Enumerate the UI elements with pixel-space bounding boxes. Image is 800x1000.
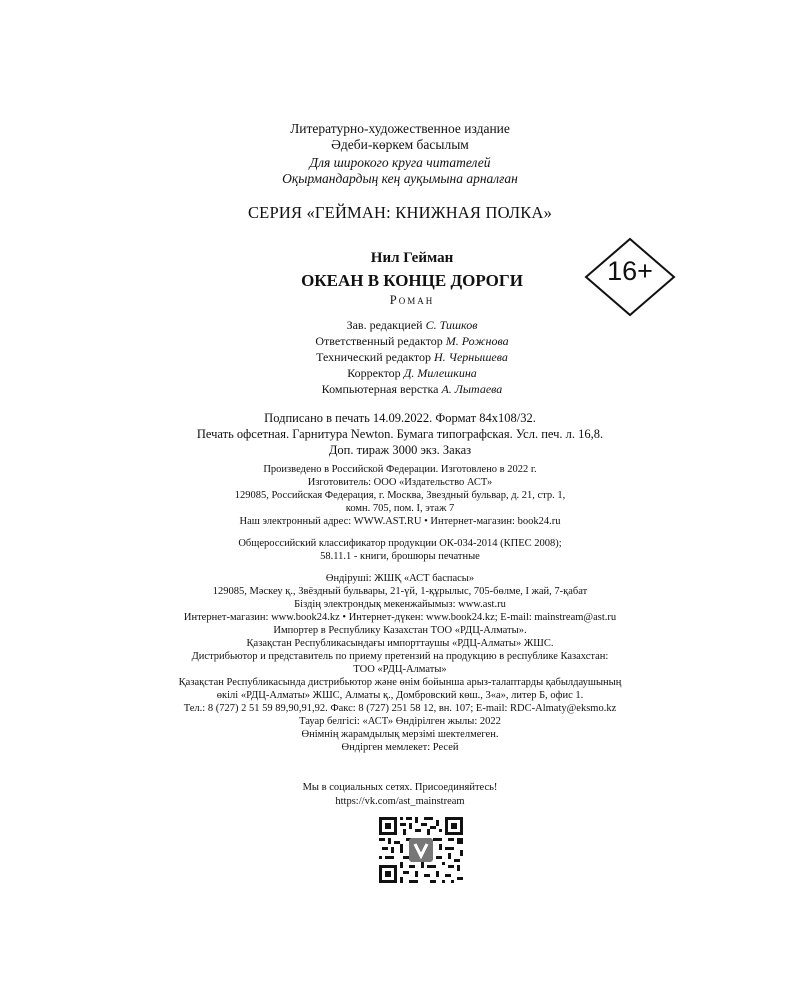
manufacturer-line: 129085, Российская Федерация, г. Москва, Звездный бульвар, д. 21, стр. 1, [234, 490, 566, 501]
staff-role: Технический редактор [316, 350, 432, 364]
book-genre: Роман [389, 293, 435, 307]
staff-name: С. Тишков [425, 318, 478, 332]
staff-name: Д. Милешкина [403, 366, 477, 380]
age-rating-badge [583, 236, 677, 318]
audience-kz: Оқырмандардың кең ауқымына арналған [282, 171, 518, 186]
social-link[interactable]: https://vk.com/ast_mainstream [335, 796, 465, 807]
staff-row [12, 366, 800, 381]
kz-info-line: Өнімнің жарамдылық мерзімі шектелмеген. [301, 729, 499, 740]
kz-info-line: Өндірген мемлекет: Ресей [341, 742, 459, 753]
print-info-line: Подписано в печать 14.09.2022. Формат 84x108/32. [264, 411, 536, 425]
kz-info-line: өкілі «РДЦ-Алматы» ЖШС, Алматы қ., Домбровский көш., 3«а», литер Б, офис 1. [216, 690, 584, 701]
age-rating-text: 16+ [607, 256, 653, 286]
staff-row [12, 382, 800, 397]
qr-code[interactable] [379, 817, 463, 883]
book-title: ОКЕАН В КОНЦЕ ДОРОГИ [301, 271, 523, 290]
staff-row [12, 334, 800, 349]
kz-info-line: Дистрибьютор и представитель по приему претензий на продукцию в республике Казахстан: [191, 651, 609, 662]
print-info-line: Доп. тираж 3000 экз. Заказ [328, 443, 472, 457]
kz-info-line: Біздің электрондық мекенжайымыз: www.ast.ru [294, 599, 506, 610]
manufacturer-line: Наш электронный адрес: WWW.AST.RU • Интернет-магазин: book24.ru [239, 516, 561, 527]
classifier-line: Общероссийский классификатор продукции ОК-034-2014 (КПЕС 2008); [238, 538, 562, 549]
staff-role: Зав. редакцией [346, 318, 423, 332]
kz-info-line: Қазақстан Республикасында дистрибьютор және өнім бойынша арыз-талаптарды қабылдаушының [178, 677, 622, 688]
classifier-line: 58.11.1 - книги, брошюры печатные [320, 551, 480, 562]
staff-row [12, 318, 800, 333]
kz-info-line: ТОО «РДЦ-Алматы» [353, 664, 447, 675]
manufacturer-line: Произведено в Российской Федерации. Изготовлено в 2022 г. [263, 464, 537, 475]
kz-info-line: Импортер в Республику Казахстан ТОО «РДЦ-Алматы». [273, 625, 527, 636]
staff-name: А. Лытаева [441, 382, 503, 396]
kz-info-line: Интернет-магазин: www.book24.kz • Интернет-дүкен: www.book24.kz; E-mail: mainstream@ast.ru [183, 612, 617, 623]
staff-role: Ответственный редактор [315, 334, 443, 348]
print-info-line: Печать офсетная. Гарнитура Newton. Бумага типографская. Усл. печ. л. 16,8. [196, 427, 604, 441]
audience-ru: Для широкого круга читателей [309, 155, 491, 170]
manufacturer-line: Изготовитель: ООО «Издательство АСТ» [307, 477, 493, 488]
kz-info-line: Қазақстан Республикасындағы импорттаушы «РДЦ-Алматы» ЖШС. [246, 638, 554, 649]
social-text: Мы в социальных сетях. Присоединяйтесь! [302, 782, 498, 793]
staff-role: Корректор [347, 366, 401, 380]
kz-info-line: Тауар белгісі: «АСТ» Өндірілген жылы: 2022 [299, 716, 501, 727]
series-title: СЕРИЯ «ГЕЙМАН: КНИЖНАЯ ПОЛКА» [247, 203, 553, 222]
kz-info-line: 129085, Мәскеу қ., Звёздный бульвары, 21-үй, 1-құрылыс, 705-бөлме, I жай, 7-қабат [212, 586, 588, 597]
edition-type-kz: Әдеби-көркем басылым [331, 137, 469, 152]
manufacturer-line: комн. 705, пом. I, этаж 7 [345, 503, 455, 514]
staff-name: Н. Чернышева [434, 350, 508, 364]
kz-info-line: Тел.: 8 (727) 2 51 59 89,90,91,92. Факс: 8 (727) 251 58 12, вн. 107; E-mail: RDC-Almaty@eksmo.kz [183, 703, 617, 714]
book-author: Нил Гейман [370, 250, 454, 266]
staff-row [12, 350, 800, 365]
edition-type-ru: Литературно-художественное издание [290, 121, 510, 136]
staff-name: М. Рожнова [445, 334, 509, 348]
kz-info-line: Өндіруші: ЖШҚ «АСТ баспасы» [325, 573, 475, 584]
staff-role: Компьютерная верстка [321, 382, 439, 396]
